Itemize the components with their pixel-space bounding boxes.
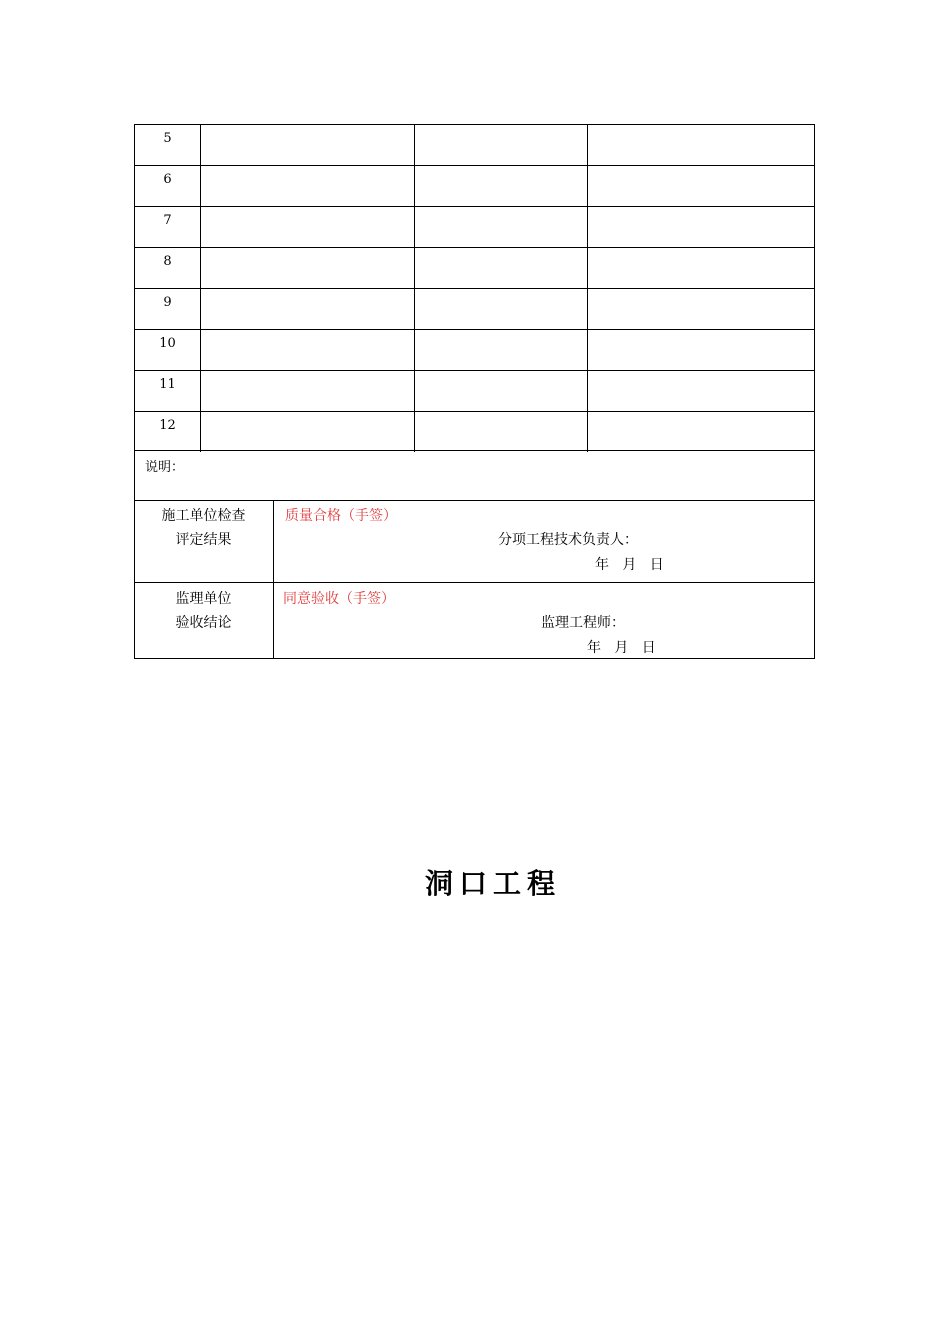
row-number: 11 <box>135 371 201 411</box>
table-cell <box>415 330 588 370</box>
supervision-unit-label <box>135 583 274 658</box>
table-cell <box>588 207 815 247</box>
row-number: 5 <box>135 125 201 165</box>
table-cell <box>415 166 588 206</box>
construction-unit-label <box>135 500 274 582</box>
table-cell <box>201 289 415 329</box>
table-cell <box>588 166 815 206</box>
notes-label: 说明： <box>145 460 185 475</box>
table-cell <box>588 412 815 452</box>
construction-unit-section <box>134 500 815 583</box>
signer-label: 分项工程技术负责人： <box>498 532 638 548</box>
table-row <box>134 411 815 452</box>
row-number: 8 <box>135 248 201 288</box>
table-cell <box>415 125 588 165</box>
table-cell <box>588 289 815 329</box>
table-cell <box>201 166 415 206</box>
table-row <box>134 124 815 165</box>
table-cell <box>201 412 415 452</box>
label-line: 监理单位 <box>175 591 232 607</box>
supervision-unit-section <box>134 582 815 659</box>
date-label: 年 月 日 <box>587 640 656 656</box>
inspection-table <box>134 124 815 452</box>
row-number: 6 <box>135 166 201 206</box>
date-label: 年 月 日 <box>595 557 664 573</box>
table-row <box>134 206 815 247</box>
table-row <box>134 370 815 411</box>
handwritten-result: 质量合格（手签） <box>285 508 397 524</box>
row-number: 7 <box>135 207 201 247</box>
table-cell <box>415 371 588 411</box>
table-cell <box>201 248 415 288</box>
label-line: 验收结论 <box>175 615 232 631</box>
row-number: 10 <box>135 330 201 370</box>
table-cell <box>588 248 815 288</box>
table-cell <box>201 330 415 370</box>
table-cell <box>201 371 415 411</box>
table-row <box>134 288 815 329</box>
table-cell <box>415 207 588 247</box>
table-cell <box>588 125 815 165</box>
notes-row <box>134 450 815 501</box>
signer-label: 监理工程师： <box>541 615 625 631</box>
table-cell <box>201 207 415 247</box>
label-line: 施工单位检查 <box>161 508 246 524</box>
table-cell <box>415 412 588 452</box>
label-line: 评定结果 <box>175 532 232 548</box>
table-row <box>134 165 815 206</box>
row-number: 9 <box>135 289 201 329</box>
table-row <box>134 247 815 288</box>
table-cell <box>415 248 588 288</box>
table-row <box>134 329 815 370</box>
handwritten-result: 同意验收（手签） <box>283 591 395 607</box>
table-cell <box>415 289 588 329</box>
table-cell <box>201 125 415 165</box>
section-title: 洞口工程 <box>424 867 561 900</box>
table-cell <box>588 330 815 370</box>
table-cell <box>588 371 815 411</box>
row-number: 12 <box>135 412 201 452</box>
